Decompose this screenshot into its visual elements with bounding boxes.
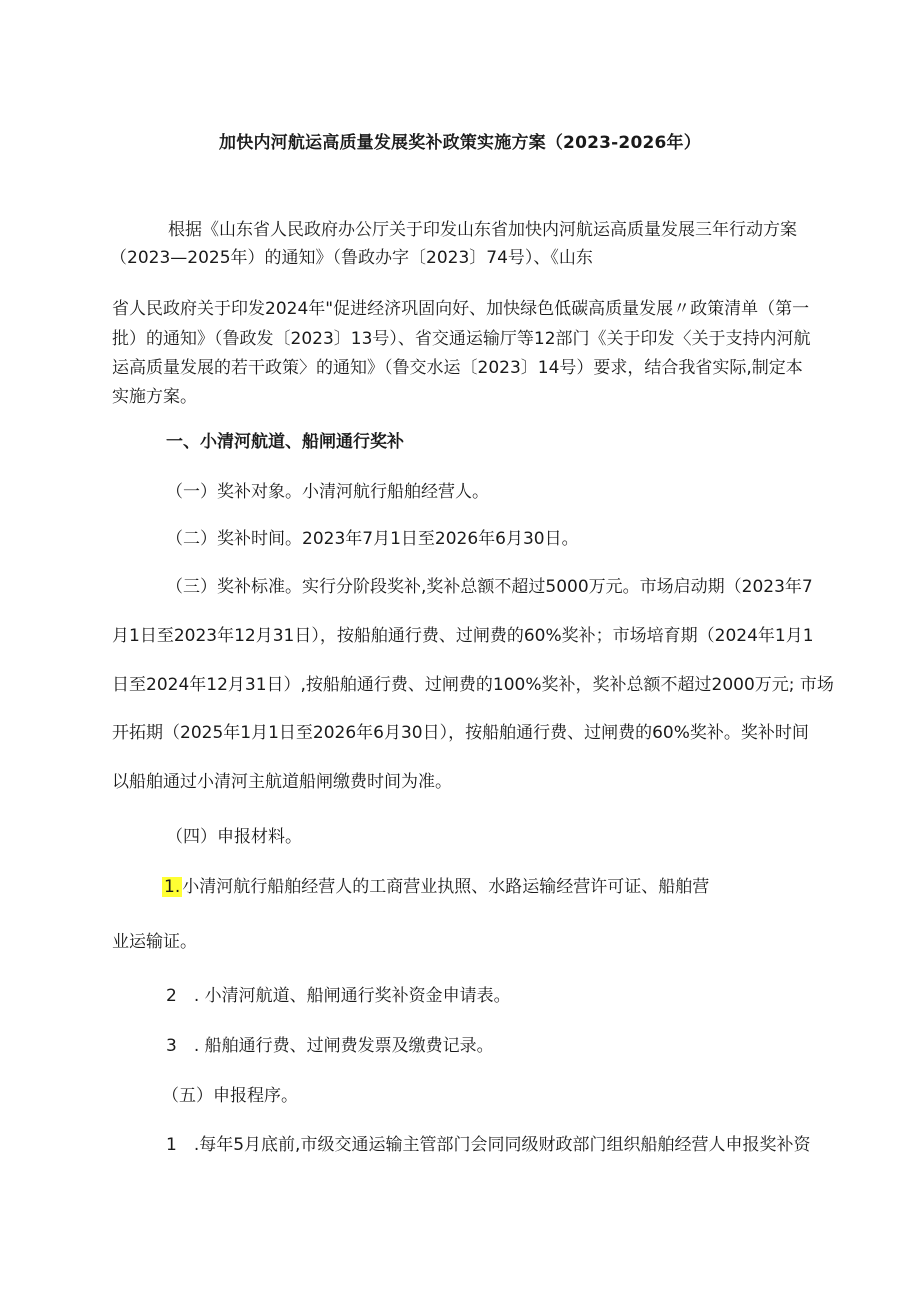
document-title: 加快内河航运高质量发展奖补政策实施方案（2023-2026年） <box>219 133 701 153</box>
intro-line-5: 运高质量发展的若干政策〉的通知》（鲁交水运〔2023〕14号）要求，结合我省实际,制定本 <box>112 358 803 378</box>
item-recipient: （一）奖补对象。小清河航行船舶经营人。 <box>166 482 489 502</box>
item-standard-line-3: 日至2024年12月31日）,按船舶通行费、过闸费的100%奖补，奖补总额不超过2000万元; 市场 <box>112 675 834 695</box>
item-standard-line-1: （三）奖补标准。实行分阶段奖补,奖补总额不超过5000万元。市场启动期（2023年7 <box>166 577 813 597</box>
item-procedure: （五）申报程序。 <box>162 1086 298 1106</box>
intro-line-2: （2023—2025年）的通知》（鲁政办字〔2023〕74号）、《山东 <box>110 248 593 268</box>
intro-line-1: 根据《山东省人民政府办公厅关于印发山东省加快内河航运高质量发展三年行动方案 <box>168 220 797 240</box>
item-standard-line-5: 以船舶通过小清河主航道船闸缴费时间为准。 <box>112 772 452 792</box>
section-heading: 一、小清河航道、船闸通行奖补 <box>166 432 404 452</box>
item-period: （二）奖补时间。2023年7月1日至2026年6月30日。 <box>166 529 579 549</box>
material-1-continuation: 业运输证。 <box>112 932 197 952</box>
intro-line-3: 省人民政府关于印发2024年"促进经济巩固向好、加快绿色低碳高质量发展〃政策清单（第一 <box>112 299 810 319</box>
intro-line-6: 实施方案。 <box>112 387 197 407</box>
highlighted-number: 1. <box>164 877 181 897</box>
intro-line-4: 批）的通知》（鲁政发〔2023〕13号）、省交通运输厅等12部门《关于印发〈关于支持内河航 <box>112 329 811 349</box>
item-standard-line-4: 开拓期（2025年1月1日至2026年6月30日），按船舶通行费、过闸费的60%奖补。奖补时间 <box>112 723 809 743</box>
material-2: 2 . 小清河航道、船闸通行奖补资金申请表。 <box>166 986 511 1006</box>
item-standard-line-2: 月1日至2023年12月31日），按船舶通行费、过闸费的60%奖补；市场培育期（2024年1月1 <box>112 626 814 646</box>
procedure-1: 1 .每年5月底前,市级交通运输主管部门会同同级财政部门组织船舶经营人申报奖补资 <box>166 1135 811 1155</box>
material-1-text: 小清河航行船舶经营人的工商营业执照、水路运输经营许可证、船舶营 <box>182 877 710 897</box>
item-materials: （四）申报材料。 <box>166 827 302 847</box>
material-1 <box>162 876 709 898</box>
material-3: 3 . 船舶通行费、过闸费发票及缴费记录。 <box>166 1036 494 1056</box>
